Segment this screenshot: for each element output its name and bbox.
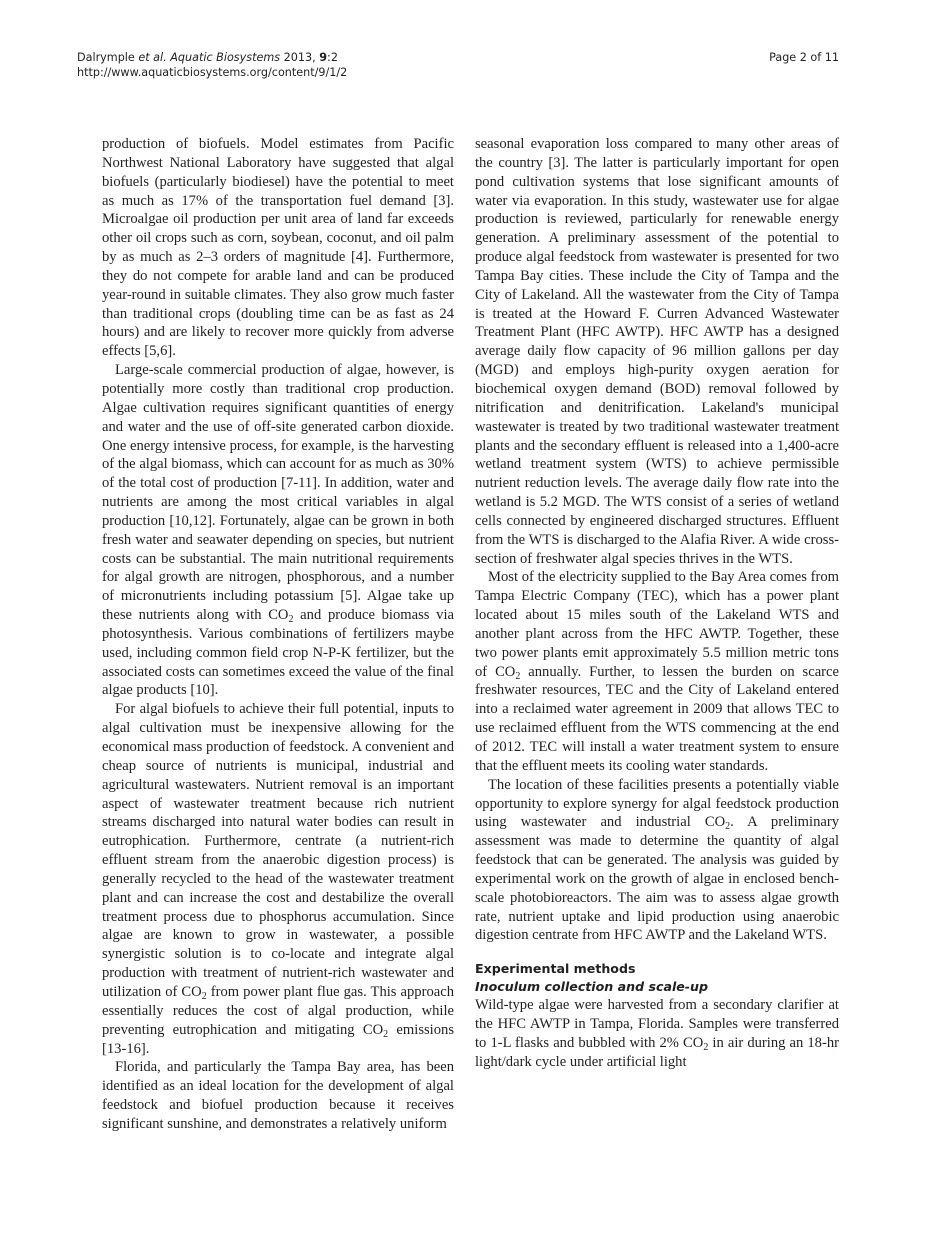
subsection-heading: Inoculum collection and scale-up [475, 979, 709, 995]
paragraph-florida-location: Florida, and particularly the Tampa Bay area, has been identified as an ideal location for the development of algal feedstock and biofuel production because it receives significant sunshine, and demonstrates a relatively uniform [102, 1059, 454, 1132]
citation-year: 2013, [283, 51, 316, 64]
paragraph-inoculum [475, 996, 839, 1071]
citation-article: :2 [327, 51, 338, 64]
right-column [475, 135, 839, 1072]
text-span: emissions [13-16]. [102, 1021, 455, 1057]
citation-volume: 9 [319, 51, 328, 64]
citation-etal: et al. [138, 51, 167, 64]
article-url-link[interactable]: http://www.aquaticbiosystems.org/content/9/1/2 [77, 66, 348, 79]
subscript: 2 [703, 1041, 709, 1053]
text-span: in air during an 18-hr light/dark cycle under artificial light [475, 1034, 839, 1070]
text-span: Large-scale commercial production of algae, however, is potentially more costly than traditional crop production. Algae cultivation requires significant quantities of energy and water and the use of off-site generated carbon dioxide. One energy intensive process, for example, is the harvesting of the algal biomass, which can account for as much as 30% of the total cost of production [7-11]. In addition, water and nutrients are among the most critical variables in algal production [10,12]. Fortunately, algae can be grown in both fresh water and seawater depending on species, but nutrient costs can be substantial. The main nutritional requirements for algal growth are nitrogen, phosphorous, and a number of micronutrients including potassium [5]. Algae take up these nutrients along with CO [102, 362, 454, 624]
citation-journal: Aquatic Biosystems [170, 51, 281, 64]
section-heading: Experimental methods [475, 961, 636, 977]
citation-authors: Dalrymple [77, 51, 135, 64]
left-column [102, 135, 454, 1134]
citation-line [77, 50, 347, 65]
text-span: For algal biofuels to achieve their full potential, inputs to algal cultivation must be inexpensive allowing for the economical mass production of feedstock. A convenient and cheap source of nutrients is municipal, industrial and agricultural wastewaters. Nutrient removal is an important aspect of wastewater treatment because rich nutrient streams discharged into natural water bodies can result in eutrophication. Furthermore, centrate (a nutrient-rich effluent stream from the anaerobic digestion process) is generally recycled to the head of the wastewater treatment plant and can increase the cost and destabilize the overall treatment process due to phosphorus accumulation. Since algae are known to grow in wastewater, a possible synergistic solution is to co-locate and integrate algal production with treatment of nutrient-rich wastewater and utilization of CO [102, 701, 454, 1000]
subscript: 2 [288, 614, 294, 626]
text-span: Most of the electricity supplied to the Bay Area comes from Tampa Electric Company (TEC), which has a power plant located about 15 miles south of the Lakeland WTS and another plant across from the HFC AWTP. Together, these two power plants emit approximately 5.5 million metric tons of CO [475, 569, 839, 680]
paragraph-facility-opportunity [475, 776, 839, 946]
paragraph-study-overview: seasonal evaporation loss compared to many other areas of the country [3]. The latter is particularly important for open pond cultivation systems that lose significant amounts of water via evaporation. In this study, wastewater use for algae production is reviewed, particularly for renewable energy generation. A preliminary assessment of the potential to produce algal feedstock from wastewater is presented for two Tampa Bay cities. These include the City of Tampa and the City of Lakeland. All the wastewater from the City of Tampa is treated at the Howard F. Curren Advanced Wastewater Treatment Plant (HFC AWTP). HFC AWTP has a designed average daily flow capacity of 96 million gallons per day (MGD) and employs high-purity oxygen aeration for biochemical oxygen demand (BOD) removal followed by nitrification and denitrification. Lakeland's municipal wastewater is treated by two traditional wastewater treatment plants and the secondary effluent is released into a 1,400-acre wetland treatment system (WTS) to achieve permissible nutrient reduction levels. The average daily flow rate into the wetland is 5.2 MGD. The WTS consist of a series of wetland cells connected by engineered discharged structures. Effluent from the WTS is discharged to the Alafia River. A wide cross-section of freshwater algal species thrives in the WTS. [475, 136, 839, 567]
page-number: Page 2 of 11 [769, 51, 839, 64]
subscript: 2 [515, 670, 521, 682]
citation-block [77, 50, 347, 80]
subscript: 2 [201, 990, 207, 1002]
text-span: and produce biomass via photosynthesis. Various combinations of fertilizers maybe used, including common field crop N-P-K fertilizer, but the associated costs can sometimes exceed the value of the final algae products [10]. [102, 607, 454, 699]
text-span: annually. Further, to lessen the burden on scarce freshwater resources, TEC and the City of Lakeland entered into a reclaimed water agreement in 2009 that allows TEC to use reclaimed effluent from the WTS commencing at the end of 2012. TEC will install a water treatment system to ensure that the effluent meets its cooling water standards. [475, 663, 839, 774]
paragraph-biofuel-potential: production of biofuels. Model estimates from Pacific Northwest National Laboratory have suggested that algal biofuels (particularly biodiesel) have the potential to meet as much as 17% of the transportation fuel demand [3]. Microalgae oil production per unit area of land far exceeds other oil crops such as corn, soybean, coconut, and oil palm by as much as 2–3 orders of magnitude [4]. Furthermore, they do not compete for arable land and can be produced year-round in suitable climates. They also grow much faster than traditional crops (doubling time can be as fast as 24 hours) and are likely to recover more quickly from adverse effects [5,6]. [102, 136, 454, 360]
text-span: . A preliminary assessment was made to determine the quantity of algal feedstock that can be generated. The analysis was guided by experimental work on the growth of algae in enclosed bench-scale photobioreactors. The aim was to assess algae growth rate, nutrient uptake and lipid production using anaerobic digestion centrate from HFC AWTP and the Lakeland WTS. [475, 814, 839, 944]
subscript: 2 [383, 1028, 389, 1040]
paragraph-wastewater-synergy [102, 700, 454, 1058]
text-span: Wild-type algae were harvested from a secondary clarifier at the HFC AWTP in Tampa, Florida. Samples were transferred to 1-L flasks and bubbled with 2% CO [475, 997, 839, 1051]
text-span: The location of these facilities presents a potentially viable opportunity to explore synergy for algal feedstock production using wastewater and industrial CO [475, 776, 839, 831]
paragraph-electricity-supply [475, 568, 839, 775]
paragraph-production-costs [102, 361, 454, 700]
subscript: 2 [725, 821, 731, 833]
text-span: from power plant flue gas. This approach essentially reduces the cost of algal production, while preventing eutrophication and mitigating CO [102, 983, 454, 1038]
